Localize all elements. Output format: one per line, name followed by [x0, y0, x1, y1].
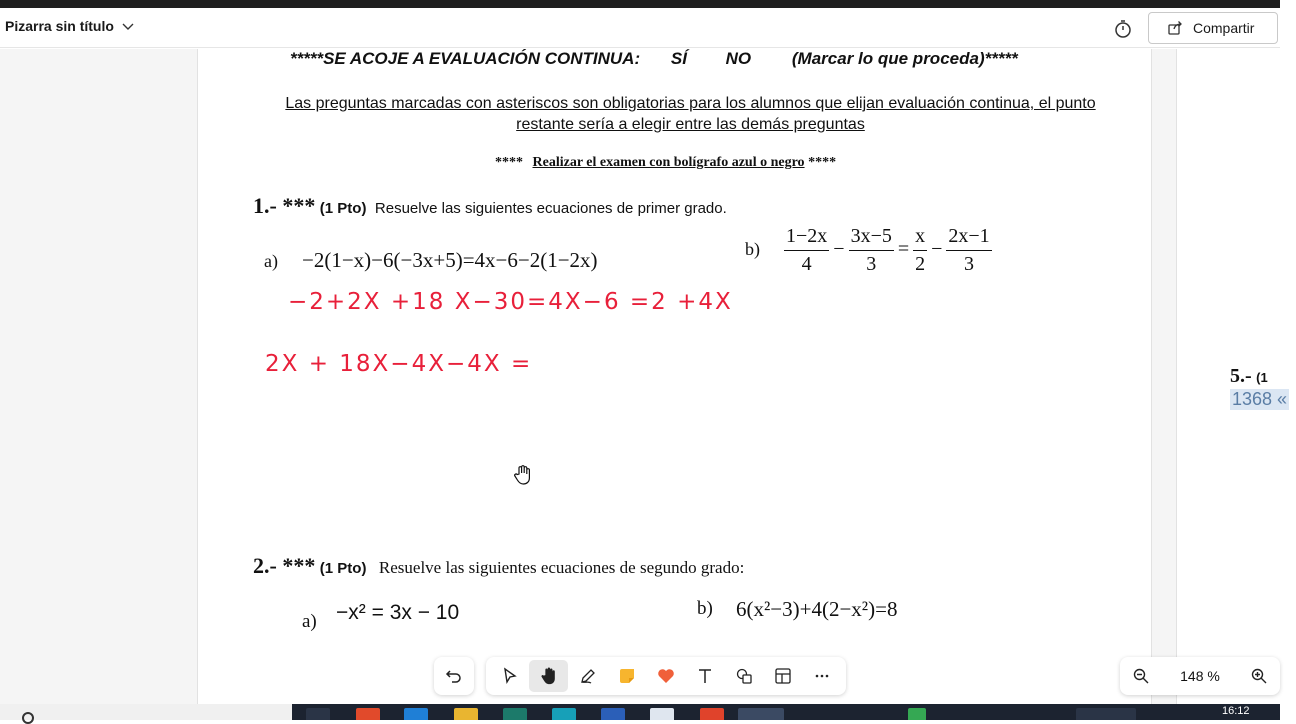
question-1-heading — [253, 193, 727, 219]
pen-text: Realizar el examen con bolígrafo azul o negro — [532, 155, 805, 170]
question-2-points: (1 Pto) — [319, 560, 367, 577]
more-tools[interactable] — [803, 660, 842, 692]
word-icon[interactable] — [601, 708, 625, 720]
pan-tool[interactable] — [529, 660, 568, 692]
pen-prefix: **** — [495, 155, 523, 170]
evaluation-prefix: *****SE ACOJE A EVALUACIÓN CONTINUA: — [290, 49, 641, 68]
templates-tool[interactable] — [764, 660, 803, 692]
pen-tool[interactable] — [568, 660, 607, 692]
select-tool[interactable] — [490, 660, 529, 692]
question-5-number: 5.- — [1230, 365, 1252, 387]
app-icon-notes[interactable] — [650, 708, 674, 720]
chevron-down-icon — [120, 18, 136, 34]
pointer-icon — [501, 667, 519, 685]
zoom-level: 148 % — [1180, 668, 1220, 684]
share-label: Compartir — [1193, 20, 1255, 36]
text-icon — [696, 667, 714, 685]
whiteboard-task-icon[interactable] — [738, 708, 784, 720]
reactions-tool[interactable] — [646, 660, 685, 692]
fraction-2: $\frac{3x-5}{3}$ — [850, 225, 892, 275]
question-1-points: (1 Pto) — [319, 200, 367, 217]
window-top-strip — [0, 0, 1280, 8]
fraction-1: $\frac{1-2x}{4}$ — [786, 225, 828, 275]
question-2b-label: b) — [697, 598, 713, 619]
question-2a-label: a) — [302, 611, 317, 632]
pen-suffix: **** — [808, 155, 837, 170]
evaluation-no: NO — [725, 49, 752, 68]
templates-icon — [774, 667, 792, 685]
sticky-note-tool[interactable] — [607, 660, 646, 692]
zoom-out-icon[interactable] — [1132, 667, 1150, 685]
hand-icon — [539, 666, 559, 686]
question-1b-label: b) — [745, 239, 760, 259]
app-icon-edge[interactable] — [404, 708, 428, 720]
clock[interactable]: 16:12 — [1222, 705, 1250, 717]
hand-cursor-icon — [512, 464, 534, 486]
question-1-text: Resuelve las siguientes ecuaciones de primer grado. — [374, 200, 727, 217]
question-5-points: (1 — [1256, 370, 1268, 385]
exam-page — [197, 49, 1152, 709]
pen-icon — [579, 667, 597, 685]
file-explorer-icon[interactable] — [454, 708, 478, 720]
question-2b-equation: 6(x²−3)+4(2−x²)=8 — [736, 597, 898, 621]
question-2a-equation: −x² = 3x − 10 — [336, 601, 460, 624]
question-2-text: Resuelve las siguientes ecuaciones de segundo grado: — [378, 558, 745, 577]
question-2-heading — [253, 553, 744, 579]
board-title: Pizarra sin título — [5, 18, 114, 34]
tray-icons[interactable] — [1076, 708, 1136, 720]
zoom-in-icon[interactable] — [1250, 667, 1268, 685]
shapes-icon — [735, 667, 753, 685]
main-toolbar — [486, 657, 846, 695]
shapes-tool[interactable] — [725, 660, 764, 692]
share-button[interactable] — [1148, 12, 1278, 44]
question-2-number: 2.- *** — [253, 553, 316, 578]
evaluation-suffix: (Marcar lo que proceda)***** — [791, 49, 1018, 68]
os-taskbar — [0, 704, 1280, 720]
timer-icon[interactable] — [1112, 18, 1134, 40]
zoom-toolbar — [1120, 657, 1280, 695]
whiteboard-canvas[interactable] — [0, 49, 1288, 704]
pen-instruction — [495, 155, 836, 171]
question-1a-label: a) — [264, 251, 278, 271]
app-icon-chat[interactable] — [552, 708, 576, 720]
app-icon-office[interactable] — [356, 708, 380, 720]
selected-text[interactable]: 1368 « — [1232, 389, 1288, 409]
fraction-3: $\frac{x}{2}$ — [915, 225, 926, 275]
ink-line-2[interactable]: 2X + 18X−4X−4X = — [265, 351, 533, 377]
app-header — [0, 8, 1280, 48]
evaluation-line — [290, 49, 1018, 69]
question-5-heading — [1230, 365, 1268, 388]
question-1-number: 1.- *** — [253, 193, 316, 218]
question-1b-equation: $\frac{1-2x}{4}$ − $\frac{3x-5}{3}$ = $\frac{x}{2}$ − $\frac{2x-1}{3}$ — [786, 225, 990, 275]
mandatory-notice: Las preguntas marcadas con asteriscos son obligatorias para los alumnos que elijan evaluación continua, el punto restante sería a elegir entre las demás preguntas — [285, 95, 1096, 133]
tray-stock-icon — [908, 708, 926, 720]
search-icon — [22, 712, 34, 724]
chrome-icon[interactable] — [700, 708, 724, 720]
ink-line-1[interactable]: −2+2X +18 X−30=4X−6 =2 +4X — [288, 289, 733, 315]
question-1a-equation: −2(1−x)−6(−3x+5)=4x−6−2(1−2x) — [302, 248, 598, 272]
undo-icon[interactable] — [444, 666, 464, 686]
sticky-note-icon — [617, 666, 637, 686]
app-icon-store[interactable] — [503, 708, 527, 720]
text-tool[interactable] — [686, 660, 725, 692]
board-title-menu[interactable] — [5, 18, 136, 34]
taskbar-search[interactable] — [0, 704, 292, 720]
heart-icon — [656, 666, 676, 686]
undo-toolbar — [434, 657, 474, 695]
task-view-icon[interactable] — [306, 708, 330, 720]
share-icon — [1167, 20, 1183, 36]
evaluation-yes: SÍ — [670, 49, 687, 68]
fraction-4: $\frac{2x-1}{3}$ — [948, 225, 990, 275]
more-icon — [813, 667, 831, 685]
